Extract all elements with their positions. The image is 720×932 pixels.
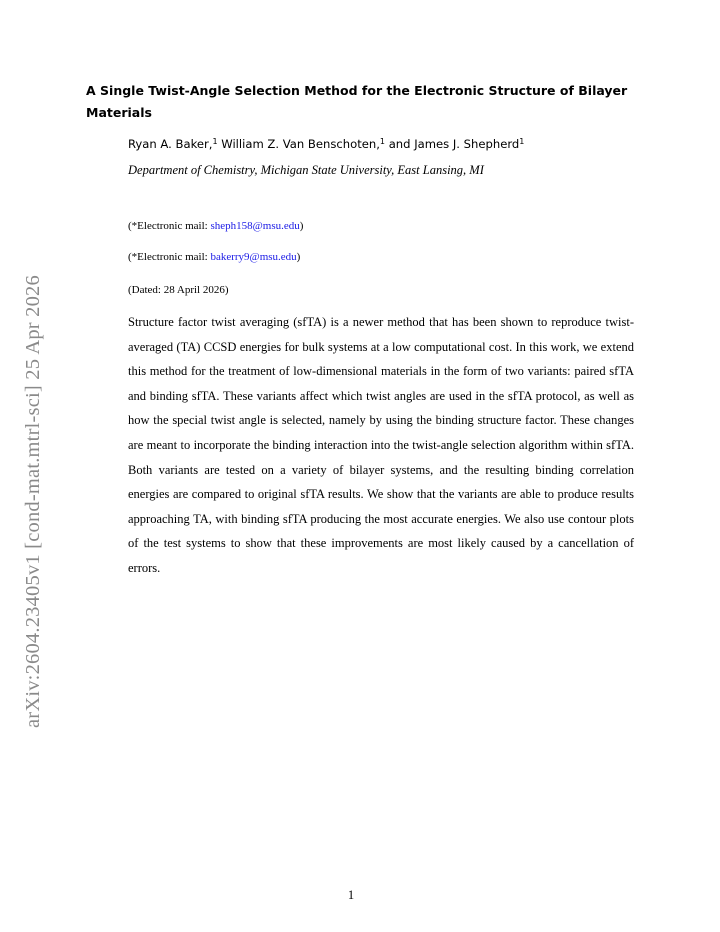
author-affiliation: Department of Chemistry, Michigan State University, East Lansing, MI <box>128 163 484 177</box>
author-list <box>128 133 524 153</box>
email-suffix: ) <box>296 251 301 263</box>
email-suffix: ) <box>299 220 304 232</box>
arxiv-identifier-stamp: arXiv:2604.23405v1 [cond-mat.mtrl-sci] 25 Apr 2026 <box>22 275 44 728</box>
author-name: William Z. Van Benschoten, <box>217 137 380 151</box>
abstract-paragraph: Structure factor twist averaging (sfTA) is a newer method that has been shown to reproduce twist-averaged (TA) CCSD energies for bulk systems at a low computational cost. In this work, we extend this method for the treatment of low-dimensional materials in the form of two variants: paired sfTA and binding sfTA. These variants affect which twist angles are used in the sfTA protocol, as well as how the special twist angle is selected, namely by using the binding structure factor. These changes are meant to incorporate the binding interaction into the twist-angle selection algorithm within sfTA. Both variants are tested on a variety of bilayer systems, and the resulting binding correlation energies are compared to original sfTA results. We show that the variants are able to produce results approaching TA, with binding sfTA producing the most accurate energies. We also use contour plots of the test systems to show that these improvements are most likely caused by a cancellation of errors. <box>128 315 634 575</box>
author-name: Ryan A. Baker, <box>128 137 213 151</box>
email-prefix: (*Electronic mail: <box>128 220 211 232</box>
affiliation-marker: 1 <box>212 137 218 146</box>
affiliation-marker: 1 <box>519 137 525 146</box>
email-link[interactable]: sheph158@msu.edu <box>210 220 300 232</box>
affiliation-marker: 1 <box>379 137 386 146</box>
email-prefix: (*Electronic mail: <box>128 251 211 263</box>
page-number: 1 <box>347 888 355 902</box>
author-name: and James J. Shepherd <box>385 137 520 151</box>
date-line: (Dated: 28 April 2026) <box>128 284 229 296</box>
email-link[interactable]: bakerry9@msu.edu <box>210 251 297 263</box>
email-line <box>128 219 303 233</box>
paper-title: A Single Twist-Angle Selection Method for the Electronic Structure of Bilayer Materials <box>86 83 628 120</box>
email-line <box>128 250 300 264</box>
